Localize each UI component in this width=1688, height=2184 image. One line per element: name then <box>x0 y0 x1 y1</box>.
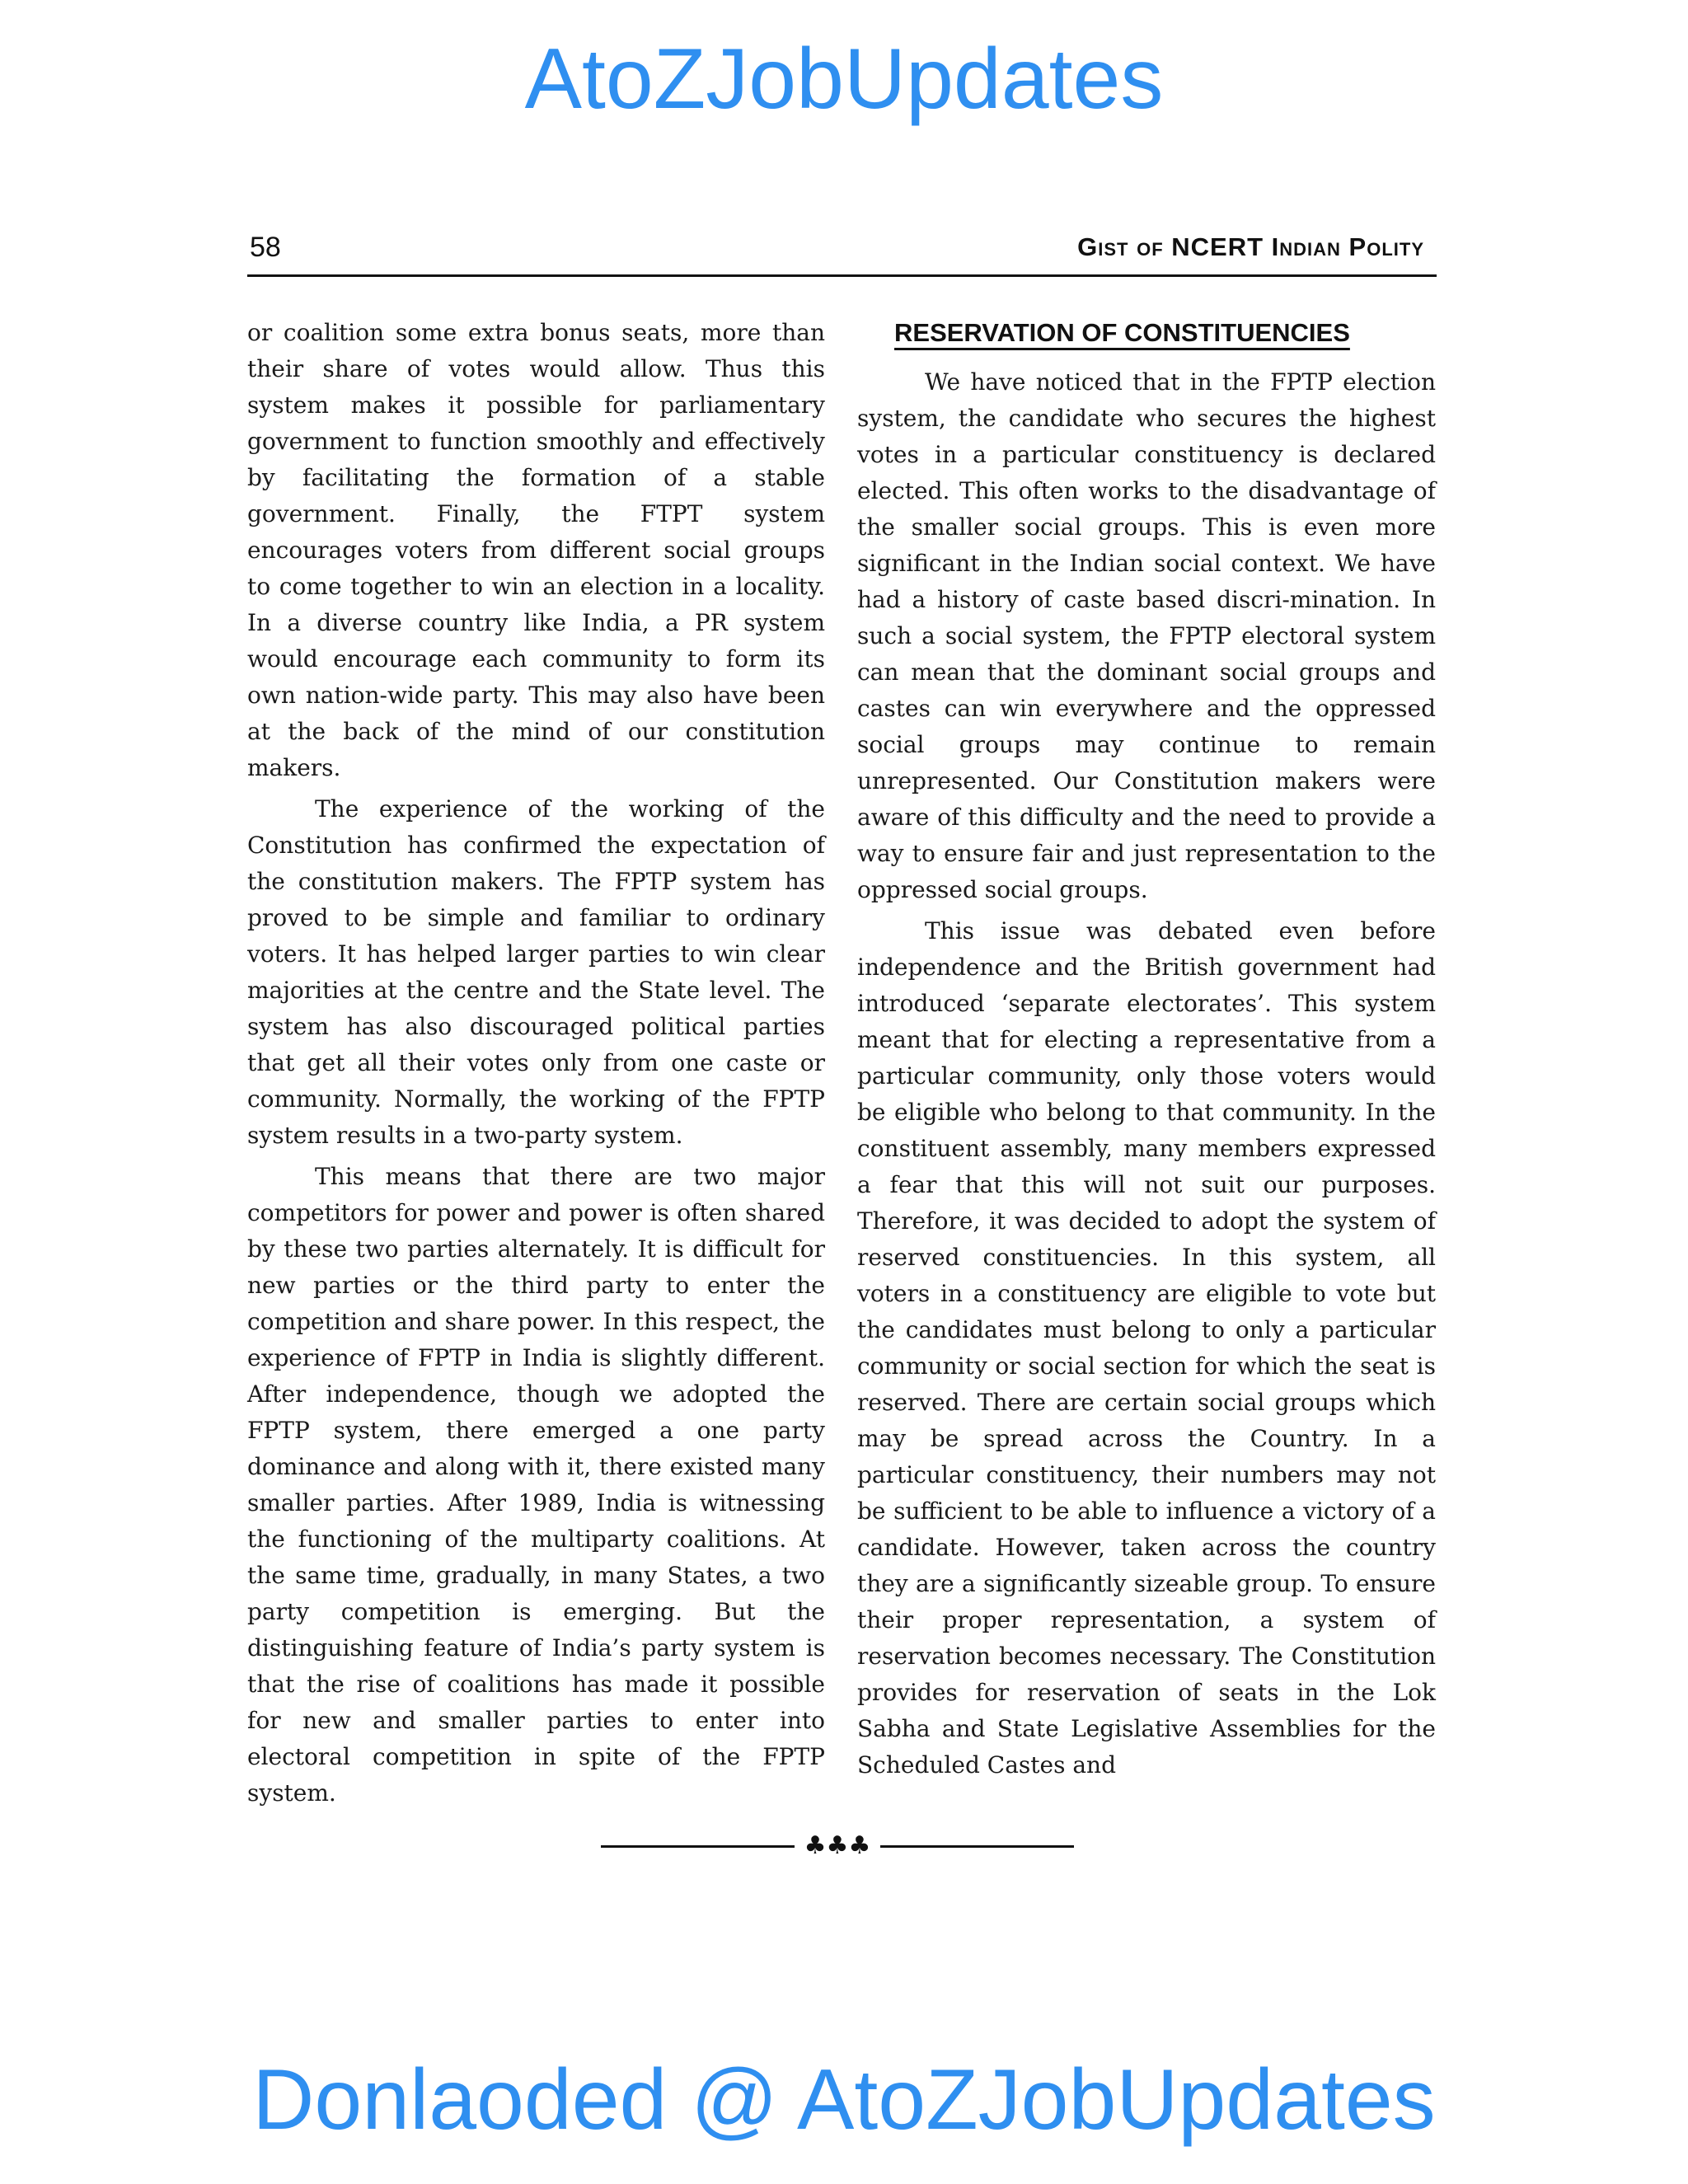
right-paragraph-1: We have noticed that in the FPTP election system, the candidate who secures the highest votes in a particular constituency is declared elected. This often works to the disadvantage of the smaller social groups. This is even more significant in the Indian social context. We have had a history of caste based discri-mination. In such a social system, the FPTP electoral system can mean that the dominant social groups and castes can win everywhere and the oppressed social groups may continue to remain unrepresented. Our Constitution makers were aware of this difficulty and the need to provide a way to ensure fair and just representation to the oppressed social groups. <box>857 368 1436 903</box>
end-ornament <box>590 1830 1085 1863</box>
left-paragraph-3: This means that there are two major competitors for power and power is often shared by these two parties alternately. It is difficult for new parties or the third party to enter the competition and share power. In this respect, the experience of FPTP in India is slightly different. After independence, though we adopted the FPTP system, there emerged a one party dominance and along with it, there existed many smaller parties. After 1989, India is witnessing the functioning of the multiparty coalitions. At the same time, gradually, in many States, a two party competition is emerging. But the distinguishing feature of India’s party system is that the rise of coalitions has made it possible for new and smaller parties to enter into electoral competition in spite of the FPTP system. <box>247 1163 825 1807</box>
ornament-line-right <box>880 1845 1074 1848</box>
running-title: Gist of NCERT Indian Polity <box>1077 232 1424 261</box>
watermark-top: AtoZJobUpdates <box>524 31 1164 127</box>
left-paragraph-2: The experience of the working of the Constitution has confirmed the expectation of the constitution makers. The FPTP system has proved to be simple and familiar to ordinary voters. It has helped larger parties to win clear majorities at the centre and the State level. The system has also discouraged political parties that get all their votes only from one caste or community. Normally, the working of the FPTP system results in a two-party system. <box>247 795 825 1149</box>
section-heading: RESERVATION OF CONSTITUENCIES <box>894 318 1350 347</box>
header-rule <box>247 274 1437 277</box>
page-number: 58 <box>250 232 281 263</box>
watermark-bottom: Donlaoded @ AtoZJobUpdates <box>252 2052 1436 2148</box>
ornament-line-left <box>601 1845 795 1848</box>
left-paragraph-1: or coalition some extra bonus seats, more than their share of votes would allow. Thus this system makes it possible for parliamentary government to function smoothly and effectively by facilitating the formation of a stable government. Finally, the FTPT system encourages voters from different social groups to come together to win an election in a locality. In a diverse country like India, a PR system would encourage each community to form its own nation-wide party. This may also have been at the back of the mind of our constitution makers. <box>247 319 825 781</box>
right-column <box>857 315 1436 1788</box>
club-icon: ♣♣♣ <box>804 1831 871 1860</box>
left-column <box>247 315 825 1816</box>
right-paragraph-2: This issue was debated even before independence and the British government had introduced ‘separate electorates’. This system meant that for electing a representative from a particular community, only those voters would be eligible who belong to that community. In the constituent assembly, many members expressed a fear that this will not suit our purposes. Therefore, it was decided to adopt the system of reserved constituencies. In this system, all voters in a constituency are eligible to vote but the candidates must belong to only a particular community or social section for which the seat is reserved. There are certain social groups which may be spread across the Country. In a particular constituency, their numbers may not be sufficient to be able to influence a victory of a candidate. However, taken across the country they are a significantly sizeable group. To ensure their proper representation, a system of reservation becomes necessary. The Constitution provides for reservation of seats in the Lok Sabha and State Legislative Assemblies for the Scheduled Castes and <box>857 917 1436 1779</box>
